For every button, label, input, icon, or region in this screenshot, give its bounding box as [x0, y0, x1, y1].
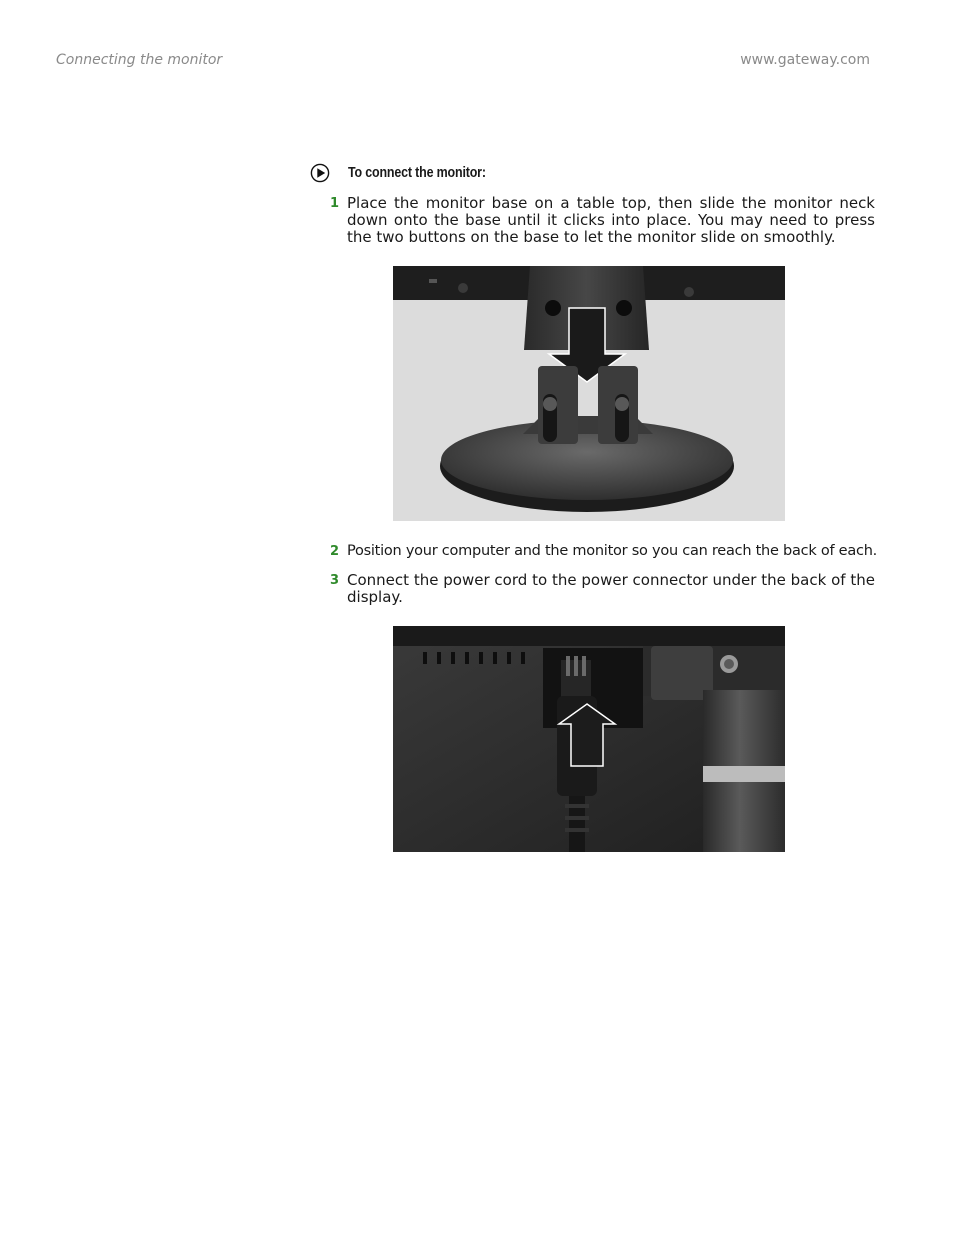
procedure-heading	[310, 163, 486, 183]
step-3	[330, 572, 875, 608]
figure-monitor-base	[393, 266, 785, 521]
step-2	[330, 543, 878, 561]
figure-power-cord	[393, 626, 785, 852]
procedure-title: To connect the monitor:	[348, 165, 486, 181]
step-number: 1	[330, 196, 340, 211]
step-text: Place the monitor base on a table top, then slide the monitor neck down onto the base until it clicks into place. You may need to press the two buttons on the base to let the monitor slide on smoothly.	[347, 194, 875, 246]
step-text: Connect the power cord to the power connector under the back of the display.	[347, 571, 875, 606]
step-text: Position your computer and the monitor so you can reach the back of each.	[347, 543, 878, 559]
step-1	[330, 195, 875, 247]
running-head-right[interactable]: www.gateway.com	[740, 52, 870, 68]
step-number: 3	[330, 573, 340, 588]
running-head-left: Connecting the monitor	[56, 52, 223, 68]
step-number: 2	[330, 544, 340, 559]
play-icon	[310, 163, 330, 183]
